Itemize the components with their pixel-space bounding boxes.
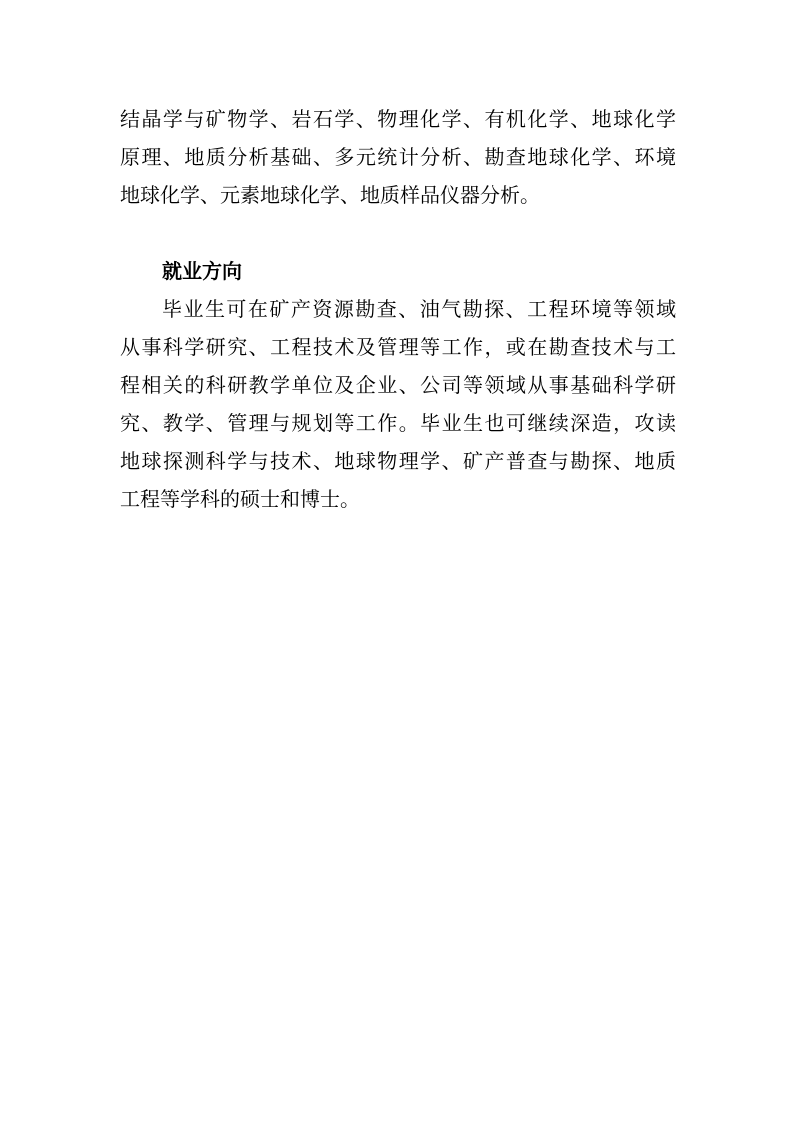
employment-paragraph — [120, 290, 676, 518]
page-content — [120, 100, 676, 518]
employment-line-5: 地球探测科学与技术、地球物理学、矿产普查与勘探、地质 — [120, 449, 676, 473]
employment-line-1: 毕业生可在矿产资源勘查、油气勘探、工程环境等领域 — [162, 297, 676, 321]
employment-line-2: 从事科学研究、工程技术及管理等工作，或在勘查技术与工 — [120, 335, 676, 359]
employment-line-4: 究、教学、管理与规划等工作。毕业生也可继续深造，攻读 — [120, 411, 676, 435]
employment-heading: 就业方向 — [162, 259, 242, 283]
employment-line-6: 工程等学科的硕士和博士。 — [120, 487, 360, 511]
employment-line-3: 程相关的科研教学单位及企业、公司等领域从事基础科学研 — [120, 373, 676, 397]
courses-paragraph — [120, 100, 676, 214]
courses-line-2: 原理、地质分析基础、多元统计分析、勘查地球化学、环境 — [120, 145, 676, 169]
courses-line-1: 结晶学与矿物学、岩石学、物理化学、有机化学、地球化学 — [120, 107, 676, 131]
courses-line-3: 地球化学、元素地球化学、地质样品仪器分析。 — [120, 183, 540, 207]
